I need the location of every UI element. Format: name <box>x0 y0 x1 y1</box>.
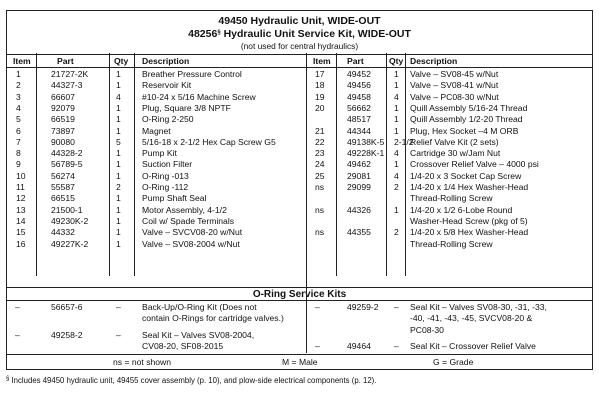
oring-right-row-description: Seal Kit – Crossover Relief Valve <box>410 341 536 351</box>
rule-under-title <box>7 54 592 55</box>
right-row-qty: 4 <box>394 148 399 159</box>
left-row-item: 3 <box>16 91 21 102</box>
col-rule-part-qty-right <box>386 53 387 276</box>
footnote-mark: § <box>6 376 10 382</box>
oring-right-row-part: 49464 <box>347 341 371 351</box>
oring-left-row-description: contain O-Rings for cartridge valves.) <box>142 313 284 324</box>
right-row-part: 49456 <box>347 80 371 91</box>
oring-right-row-description: PC08-30 <box>410 324 444 335</box>
left-row-part: 92079 <box>51 102 75 113</box>
left-row-description: 5/16-18 x 2-1/2 Hex Cap Screw G5 <box>142 136 276 147</box>
right-row-description: Valve – SV08-45 w/Nut <box>410 69 499 79</box>
left-row-qty: 1 <box>116 125 121 136</box>
left-row-part: 66515 <box>51 193 75 204</box>
right-row-part: 49458 <box>347 91 371 102</box>
oring-left-row-item: – <box>15 302 20 312</box>
left-row-item: 1 <box>16 69 21 79</box>
left-row-description: Valve – SV08-2004 w/Nut <box>142 238 240 249</box>
left-row-qty: 1 <box>116 102 121 113</box>
left-row-qty: 5 <box>116 136 121 147</box>
right-row-item: 25 <box>315 170 325 181</box>
left-row-item: 10 <box>16 170 26 181</box>
title-line-2 <box>7 28 592 40</box>
left-row-description: Plug, Square 3/8 NPTF <box>142 102 231 113</box>
header-part: Part <box>57 56 74 66</box>
legend-grade: G = Grade <box>433 357 474 367</box>
right-row-part: 49452 <box>347 69 371 79</box>
oring-right-row-qty: – <box>394 302 399 312</box>
col-rule-item-part <box>36 53 37 276</box>
left-row-item: 8 <box>16 148 21 159</box>
left-row-description: Motor Assembly, 4-1/2 <box>142 204 227 215</box>
right-row-part: 49138K-5 <box>347 136 385 147</box>
right-row-qty: 1 <box>394 114 399 125</box>
footnote <box>6 376 376 385</box>
right-row-item: 19 <box>315 91 325 102</box>
oring-right-row-description: Seal Kit – Valves SV08-30, -31, -33, <box>410 302 547 312</box>
right-row-item: ns <box>315 204 325 215</box>
service-kit-title: Hydraulic Unit Service Kit, WIDE-OUT <box>220 28 411 40</box>
left-row-part: 56789-5 <box>51 159 83 170</box>
right-row-qty: 4 <box>394 170 399 181</box>
right-row-part: 56662 <box>347 102 371 113</box>
left-row-qty: 1 <box>116 170 121 181</box>
left-row-description: O-Ring 2-250 <box>142 114 194 125</box>
right-row-description: Washer-Head Screw (pkg of 5) <box>410 215 528 226</box>
header-description-right: Description <box>410 56 458 66</box>
left-row-qty: 1 <box>116 238 121 249</box>
oring-left-row-description: Back-Up/O-Ring Kit (Does not <box>142 302 257 312</box>
oring-left-row-description: CV08-20, SF08-2015 <box>142 340 224 351</box>
left-row-qty: 4 <box>116 91 121 102</box>
left-row-part: 44327-3 <box>51 80 83 91</box>
left-row-part: 49230K-2 <box>51 215 89 226</box>
oring-right-row-part: 49259-2 <box>347 302 379 312</box>
header-part-right: Part <box>347 56 364 66</box>
parts-table <box>6 10 593 370</box>
right-row-qty: 1 <box>394 125 399 136</box>
left-row-item: 7 <box>16 136 21 147</box>
right-row-part: 48517 <box>347 114 371 125</box>
col-rule-center <box>306 53 307 353</box>
right-row-part: 29081 <box>347 170 371 181</box>
right-row-item: 20 <box>315 102 325 113</box>
right-row-part: 29099 <box>347 182 371 192</box>
left-row-item: 15 <box>16 227 26 238</box>
left-row-description: #10-24 x 5/16 Machine Screw <box>142 91 256 102</box>
left-row-part: 66519 <box>51 114 75 125</box>
left-row-item: 16 <box>16 238 26 249</box>
service-kit-part: 48256 <box>188 28 218 40</box>
left-row-description: Valve – SVCV08-20 w/Nut <box>142 227 243 238</box>
rule-above-oring <box>7 287 592 288</box>
right-row-item: 18 <box>315 80 325 91</box>
right-row-item: 21 <box>315 125 325 136</box>
oring-right-row-qty: – <box>394 341 399 351</box>
right-row-description: Valve – SV08-41 w/Nut <box>410 80 499 91</box>
right-row-description: Relief Valve Kit (2 sets) <box>410 136 499 147</box>
left-row-item: 6 <box>16 125 21 136</box>
oring-left-row-item: – <box>15 329 20 340</box>
oring-left-row-qty: – <box>116 329 121 340</box>
col-rule-item-part-right <box>336 53 337 276</box>
header-description: Description <box>142 56 190 66</box>
left-row-item: 2 <box>16 80 21 91</box>
rule-under-header <box>7 67 592 68</box>
right-row-description: Quill Assembly 5/16-24 Thread <box>410 102 528 113</box>
right-row-item: 17 <box>315 69 325 79</box>
col-rule-part-qty <box>109 53 110 276</box>
header-qty: Qty <box>114 56 129 66</box>
col-rule-qty-desc <box>134 53 135 276</box>
oring-right-row-description: -40, -41, -43, -45, SVCV08-20 & <box>410 313 533 324</box>
right-row-qty: 1 <box>394 80 399 91</box>
left-row-description: Breather Pressure Control <box>142 69 242 79</box>
header-item: Item <box>13 56 31 66</box>
right-row-description: 1/4-20 x 1/4 Hex Washer-Head <box>410 182 529 192</box>
right-row-item: ns <box>315 182 325 192</box>
left-row-part: 55587 <box>51 182 75 192</box>
left-row-item: 11 <box>16 182 25 192</box>
left-row-qty: 1 <box>116 204 121 215</box>
footnote-text: Includes 49450 hydraulic unit, 49455 cover assembly (p. 10), and plow-side electrical components (p. 12). <box>9 376 377 385</box>
right-row-qty: 1 <box>394 102 399 113</box>
right-row-description: 1/4-20 x 3 Socket Cap Screw <box>410 170 522 181</box>
header-qty-right: Qty <box>389 56 404 66</box>
oring-left-row-part: 56657-6 <box>51 302 83 312</box>
left-row-qty: 1 <box>116 114 121 125</box>
left-row-qty: 1 <box>116 69 121 79</box>
right-row-part: 49228K-1 <box>347 148 385 159</box>
left-row-part: 44332 <box>51 227 75 238</box>
right-row-qty: 1 <box>394 69 399 79</box>
left-row-part: 21727-2K <box>51 69 89 79</box>
right-row-item: ns <box>315 227 325 238</box>
left-row-part: 44328-2 <box>51 148 83 159</box>
rule-above-legend <box>7 354 592 355</box>
oring-right-row-item: – <box>315 341 320 351</box>
left-row-part: 56274 <box>51 170 75 181</box>
right-row-description: Crossover Relief Valve – 4000 psi <box>410 159 539 170</box>
right-row-item: 22 <box>315 136 325 147</box>
left-row-qty: 1 <box>116 148 121 159</box>
oring-left-row-part: 49258-2 <box>51 329 83 340</box>
col-rule-qty-desc-right <box>405 53 406 276</box>
title-footnote-mark: § <box>217 30 221 36</box>
legend-male: M = Male <box>282 357 318 367</box>
right-row-item: 24 <box>315 159 325 170</box>
left-row-description: Suction Filter <box>142 159 193 170</box>
right-row-part: 44326 <box>347 204 371 215</box>
right-row-qty: 2 <box>394 182 399 192</box>
right-row-part: 49462 <box>347 159 371 170</box>
right-row-description: Thread-Rolling Screw <box>410 238 493 249</box>
left-row-item: 13 <box>16 204 26 215</box>
oring-left-row-qty: – <box>116 302 121 312</box>
right-row-part: 44355 <box>347 227 371 238</box>
oring-left-row-description: Seal Kit – Valves SV08-2004, <box>142 329 255 340</box>
left-row-part: 49227K-2 <box>51 238 89 249</box>
right-row-description: 1/4-20 x 1/2 6-Lobe Round <box>410 204 513 215</box>
left-row-description: Magnet <box>142 125 171 136</box>
left-row-qty: 1 <box>116 193 121 204</box>
left-row-description: O-Ring -013 <box>142 170 189 181</box>
header-item-right: Item <box>313 56 331 66</box>
right-row-description: Quill Assembly 1/2-20 Thread <box>410 114 523 125</box>
oring-section-title: O-Ring Service Kits <box>252 289 347 300</box>
left-row-qty: 2 <box>116 182 121 192</box>
left-row-item: 14 <box>16 215 26 226</box>
left-row-description: Reservoir Kit <box>142 80 192 91</box>
left-row-part: 73897 <box>51 125 75 136</box>
left-row-description: Coil w/ Spade Terminals <box>142 215 235 226</box>
right-row-description: 1/4-20 x 5/8 Hex Washer-Head <box>410 227 529 238</box>
left-row-item: 12 <box>16 193 26 204</box>
legend-not-shown: ns = not shown <box>113 357 172 367</box>
right-row-description: Cartridge 30 w/Jam Nut <box>410 148 501 159</box>
oring-right-row-item: – <box>315 302 320 312</box>
left-row-description: Pump Shaft Seal <box>142 193 207 204</box>
right-row-qty: 1 <box>394 204 399 215</box>
left-row-qty: 1 <box>116 227 121 238</box>
left-row-qty: 1 <box>116 215 121 226</box>
left-row-description: O-Ring -112 <box>142 182 189 192</box>
title-note: (not used for central hydraulics) <box>240 41 359 51</box>
right-row-description: Valve – PC08-30 w/Nut <box>410 91 499 102</box>
left-row-part: 66607 <box>51 91 75 102</box>
left-row-item: 9 <box>16 159 21 170</box>
left-row-item: 4 <box>16 102 21 113</box>
right-row-qty: 2-1/2 <box>394 136 414 147</box>
title-line-1: 49450 Hydraulic Unit, WIDE-OUT <box>218 15 381 27</box>
right-row-part: 44344 <box>347 125 371 136</box>
right-row-item: 23 <box>315 148 325 159</box>
left-row-qty: 1 <box>116 159 121 170</box>
right-row-qty: 4 <box>394 91 399 102</box>
left-row-qty: 1 <box>116 80 121 91</box>
left-row-part: 21500-1 <box>51 204 83 215</box>
left-row-description: Pump Kit <box>142 148 177 159</box>
left-row-part: 90080 <box>51 136 75 147</box>
right-row-description: Thread-Rolling Screw <box>410 193 493 204</box>
right-row-qty: 2 <box>394 227 399 238</box>
left-row-item: 5 <box>16 114 21 125</box>
right-row-description: Plug, Hex Socket –4 M ORB <box>410 125 519 136</box>
right-row-qty: 1 <box>394 159 399 170</box>
rule-under-oring-title <box>7 300 592 301</box>
